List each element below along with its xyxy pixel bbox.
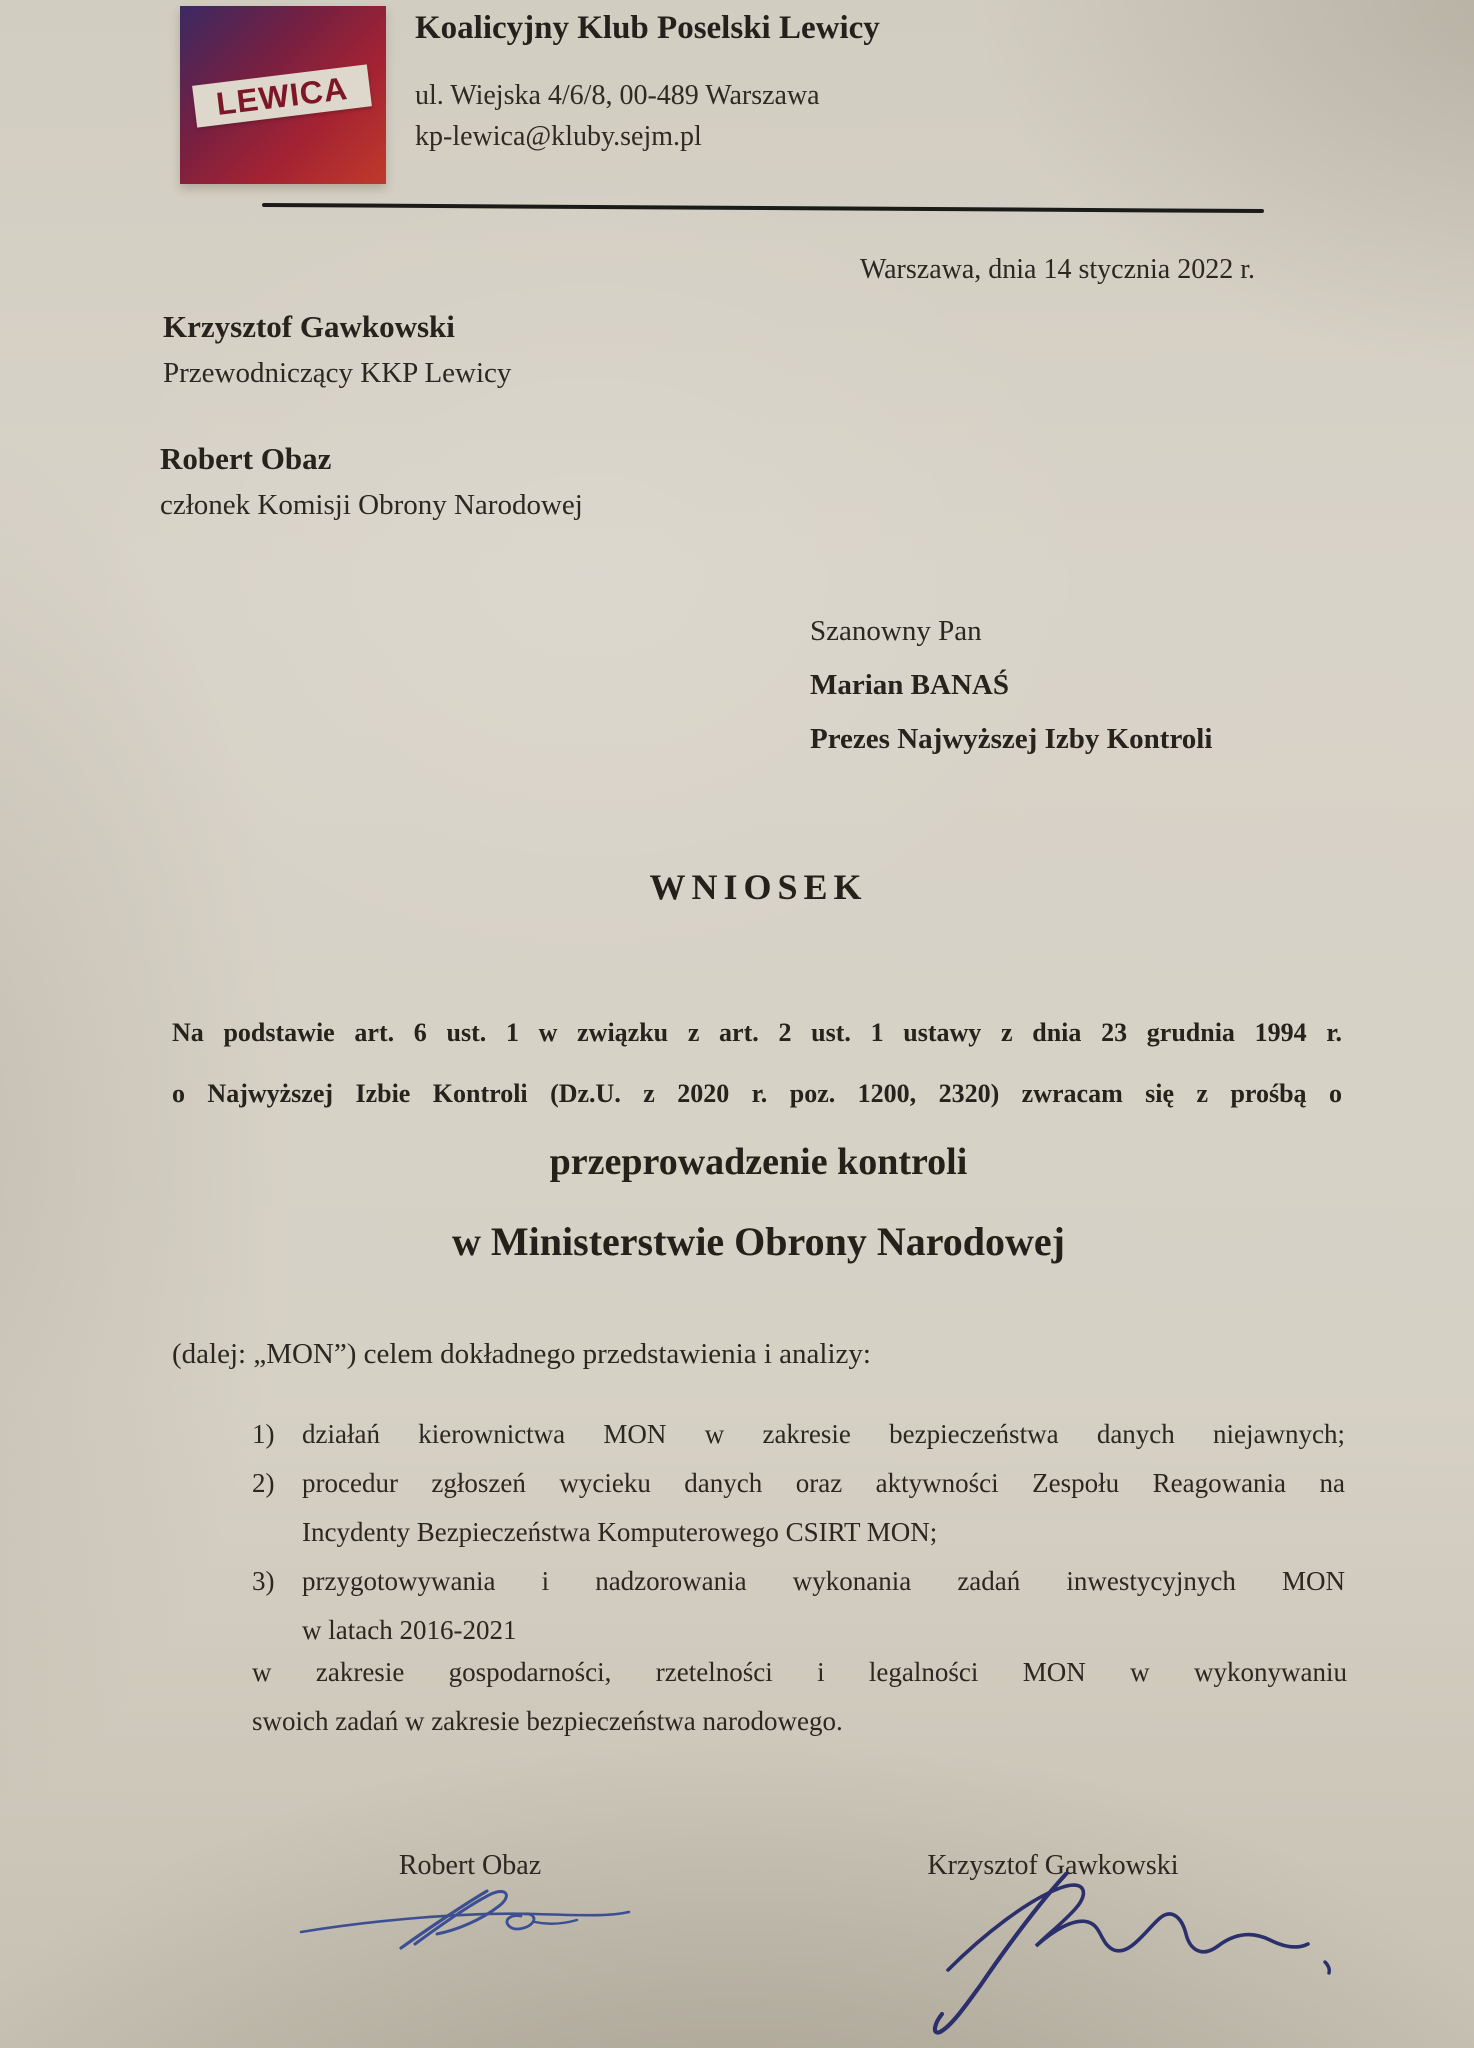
org-name: Koalicyjny Klub Poselski Lewicy	[415, 10, 880, 46]
sender-name: Robert Obaz	[160, 441, 332, 476]
org-address: ul. Wiejska 4/6/8, 00-489 Warszawa	[415, 80, 820, 111]
sender-title: Przewodniczący KKP Lewicy	[163, 357, 512, 389]
sender-name: Krzysztof Gawkowski	[163, 309, 455, 344]
lewica-logo-band	[192, 64, 372, 127]
request-heading-line2: w Ministerstwie Obrony Narodowej	[452, 1219, 1065, 1264]
recipient-salutation: Szanowny Pan	[810, 615, 982, 647]
list-item-line: Incydenty Bezpieczeństwa Komputerowego CSIRT MON;	[302, 1517, 938, 1547]
legal-basis-line: Na podstawie art. 6 ust. 1 w związku z art. 2 ust. 1 ustawy z dnia 23 grudnia 1994 r.	[172, 1018, 1342, 1047]
sender-block-gawkowski	[163, 303, 511, 397]
letterhead-rule	[262, 203, 1264, 213]
date-line: Warszawa, dnia 14 stycznia 2022 r.	[859, 254, 1255, 285]
handwritten-signature-gawkowski	[888, 1866, 1348, 2041]
list-item-line: procedur zgłoszeń wycieku danych oraz aktywności Zespołu Reagowania na	[302, 1468, 1345, 1498]
list-item-number: 3)	[252, 1566, 275, 1596]
sender-block-obaz	[160, 435, 583, 529]
sender-title: członek Komisji Obrony Narodowej	[160, 489, 583, 521]
list-item	[252, 1410, 1345, 1459]
document-title: WNIOSEK	[649, 867, 868, 907]
legal-basis-line: o Najwyższej Izbie Kontroli (Dz.U. z 2020 r. poz. 1200, 2320) zwracam się z prośbą o	[172, 1079, 1342, 1108]
handwritten-signature-obaz	[295, 1886, 635, 1956]
signature-printed-name-obaz: Robert Obaz	[398, 1850, 542, 1881]
scope-intro: (dalej: „MON”) celem dokładnego przedstawienia i analizy:	[172, 1338, 871, 1370]
list-item	[252, 1557, 1345, 1655]
lewica-logo	[180, 6, 386, 184]
list-item-number: 1)	[252, 1419, 275, 1449]
list-item-line: działań kierownictwa MON w zakresie bezpieczeństwa danych niejawnych;	[302, 1419, 1345, 1449]
org-email: kp-lewica@kluby.sejm.pl	[415, 121, 702, 152]
lewica-wordmark: LEWICA	[214, 69, 350, 122]
legal-basis-paragraph	[172, 1002, 1342, 1124]
request-heading-line1: przeprowadzenie kontroli	[549, 1141, 968, 1183]
recipient-name: Marian BANAŚ	[810, 669, 1009, 701]
closing-paragraph	[252, 1648, 1347, 1746]
list-item-line: w latach 2016-2021	[302, 1615, 517, 1645]
closing-line: swoich zadań w zakresie bezpieczeństwa narodowego.	[252, 1706, 843, 1736]
recipient-block	[810, 604, 1212, 766]
signature-printed-name-gawkowski: Krzysztof Gawkowski	[927, 1850, 1179, 1881]
closing-line: w zakresie gospodarności, rzetelności i legalności MON w wykonywaniu	[252, 1657, 1347, 1687]
recipient-title: Prezes Najwyższej Izby Kontroli	[810, 723, 1213, 755]
scope-list	[252, 1410, 1345, 1655]
list-item-number: 2)	[252, 1468, 275, 1498]
list-item-line: przygotowywania i nadzorowania wykonania zadań inwestycyjnych MON	[302, 1566, 1345, 1596]
list-item	[252, 1459, 1345, 1557]
